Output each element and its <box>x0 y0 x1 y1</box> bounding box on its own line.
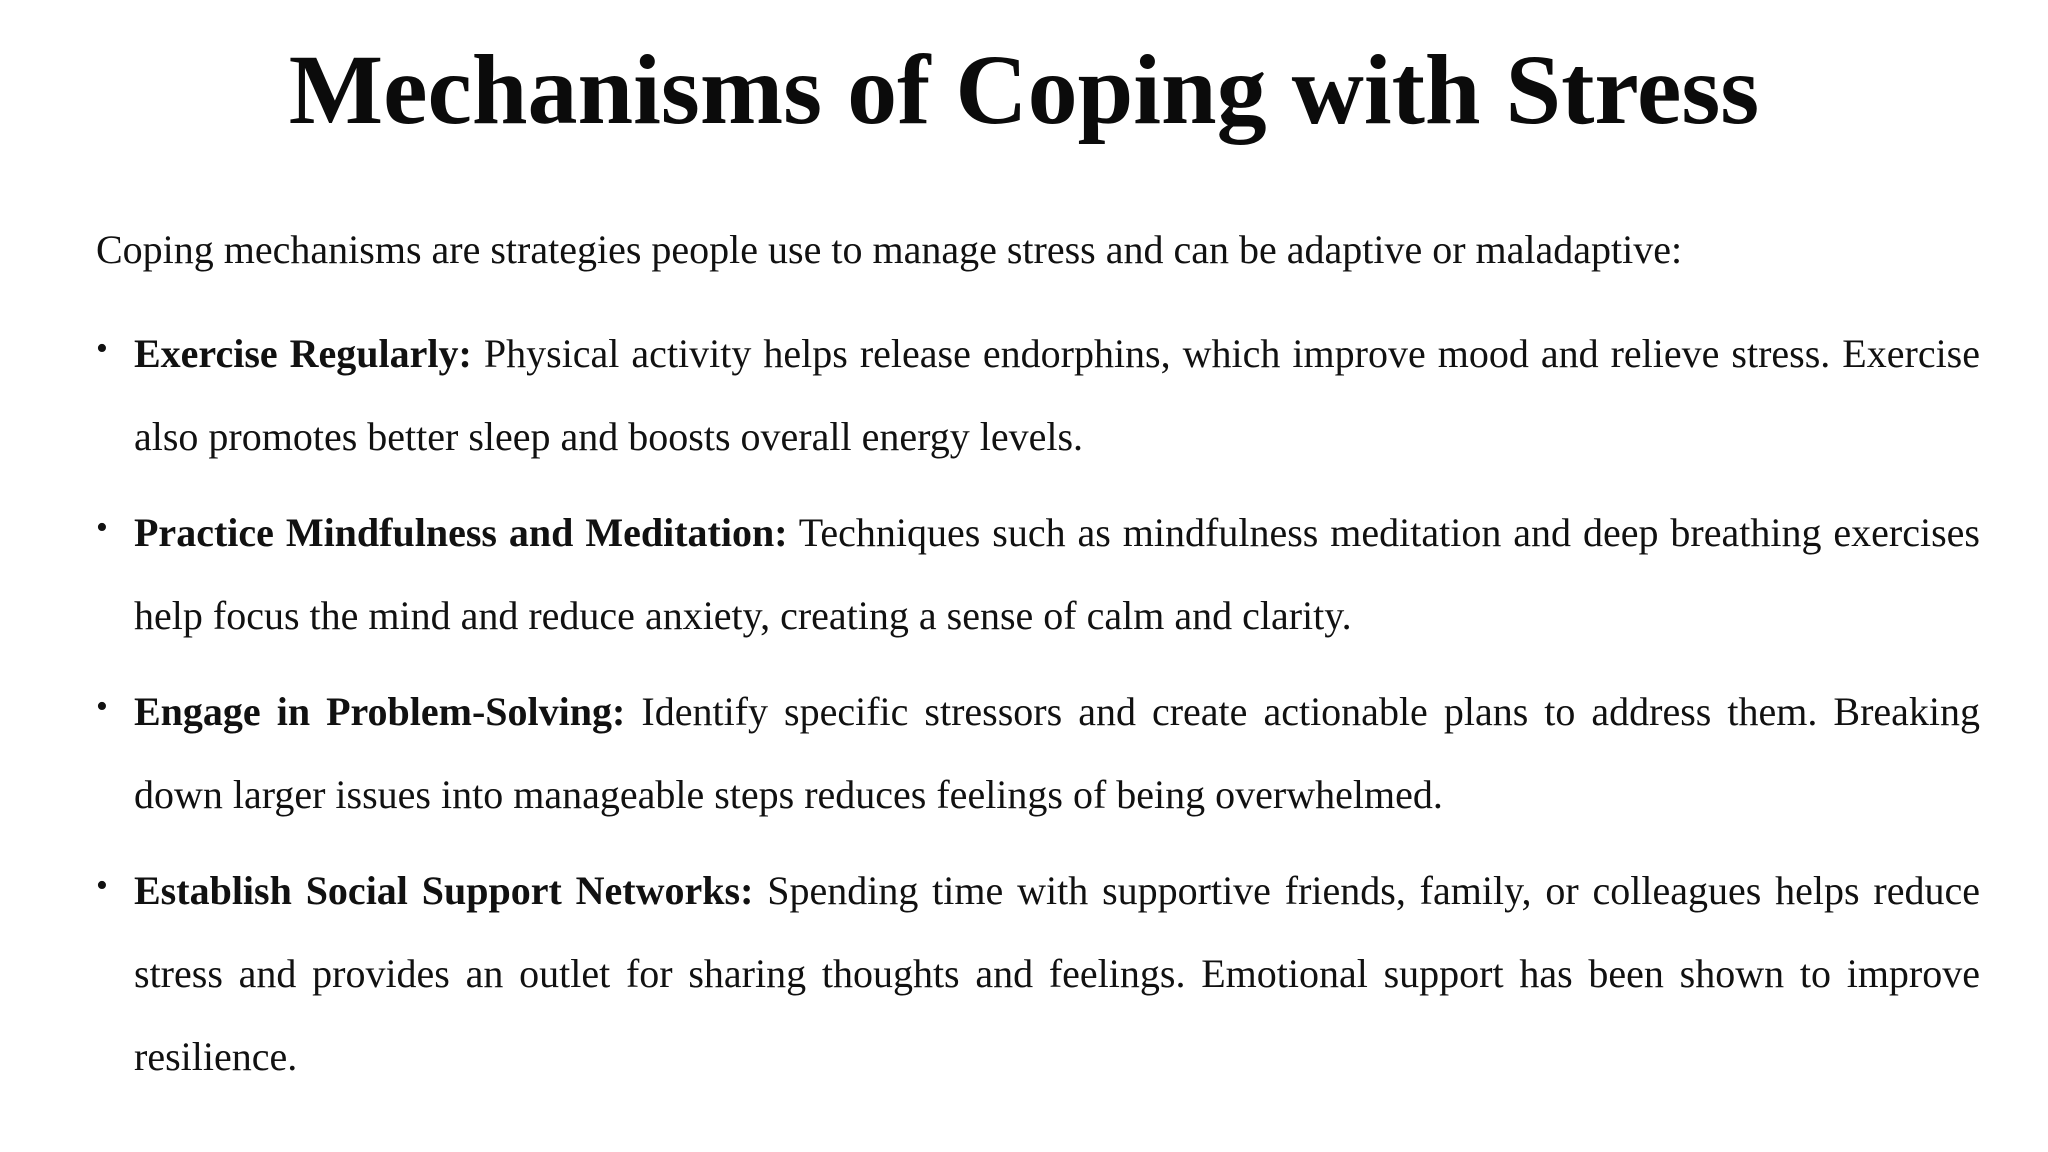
bullet-item-exercise <box>96 312 1980 478</box>
bullet-text: Physical activity helps release endorphins, which improve mood and relieve stress. Exercise also promotes better sleep and boosts overall energy levels. <box>134 331 1981 459</box>
bullet-icon: • <box>96 688 108 725</box>
slide-title: Mechanisms of Coping with Stress <box>288 34 1760 145</box>
bullet-list <box>96 312 1980 1111</box>
bullet-text: Identify specific stressors and create actionable plans to address them. Breaking down larger issues into manageable steps reduces feelings of being overwhelmed. <box>134 689 1981 817</box>
bullet-term: Practice Mindfulness and Meditation: <box>134 510 788 555</box>
bullet-text: Spending time with supportive friends, family, or colleagues helps reduce stress and provides an outlet for sharing thoughts and feelings. Emotional support has been shown to improve resilience. <box>134 868 1980 1079</box>
intro-paragraph: Coping mechanisms are strategies people use to manage stress and can be adaptive or maladaptive: <box>96 227 1683 272</box>
bullet-term: Engage in Problem-Solving: <box>134 689 626 734</box>
bullet-term: Establish Social Support Networks: <box>134 868 754 913</box>
bullet-icon: • <box>96 509 108 546</box>
bullet-item-mindfulness <box>96 491 1980 657</box>
bullet-icon: • <box>96 867 108 904</box>
bullet-item-social-support <box>96 849 1980 1098</box>
bullet-icon: • <box>96 330 108 367</box>
bullet-item-problem-solving <box>96 670 1980 836</box>
bullet-term: Exercise Regularly: <box>134 331 472 376</box>
bullet-text: Techniques such as mindfulness meditation and deep breathing exercises help focus the mind and reduce anxiety, creating a sense of calm and clarity. <box>134 510 1980 638</box>
